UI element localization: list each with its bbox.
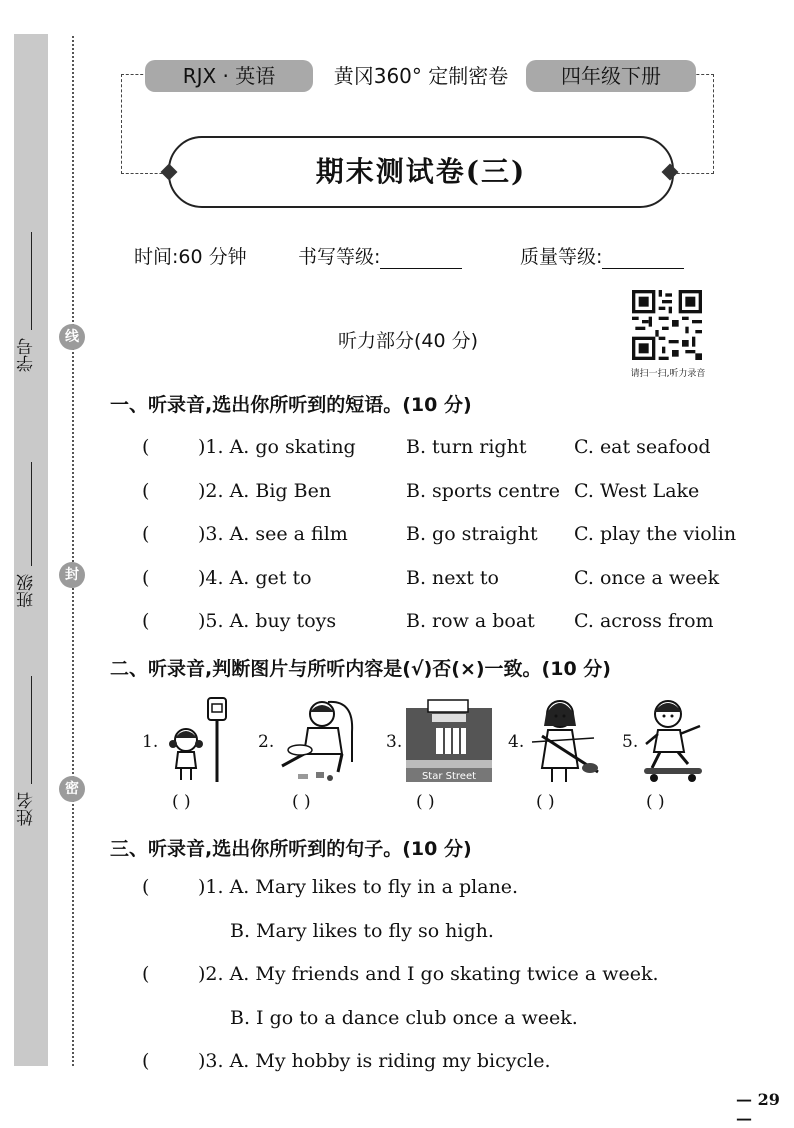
street-sign: Star Street — [421, 771, 477, 782]
page-number: — 29 — — [736, 1090, 780, 1128]
name-blank[interactable] — [31, 676, 32, 784]
sentence-option-a: )1. A. Mary likes to fly in a plane. — [198, 876, 519, 898]
picture-answer-blank[interactable]: ( ) — [416, 792, 435, 812]
answer-blank[interactable]: ( — [142, 876, 150, 898]
picture-answer-blank[interactable]: ( ) — [646, 792, 665, 812]
sentence-option-b: B. I go to a dance club once a week. — [230, 1007, 578, 1029]
student-id-label: 学号 — [17, 338, 37, 372]
name-label: 姓名 — [17, 792, 37, 826]
question-option-c: C. play the violin — [574, 523, 737, 545]
qr-caption: 请扫一扫,听力录音 — [630, 369, 706, 379]
question-option-b: B. next to — [406, 567, 499, 589]
section3-title: 三、听录音,选出你所听到的句子。(10 分) — [110, 838, 472, 860]
answer-blank[interactable]: ( — [142, 480, 150, 502]
question-option-b: B. row a boat — [406, 610, 535, 632]
girl-playing-violin-icon — [528, 692, 606, 788]
section1-title: 一、听录音,选出你所听到的短语。(10 分) — [110, 394, 472, 416]
question-option-c: C. West Lake — [574, 480, 700, 502]
answer-blank[interactable]: ( — [142, 610, 150, 632]
answer-blank[interactable]: ( — [142, 1050, 150, 1072]
class-blank[interactable] — [31, 462, 32, 566]
answer-blank[interactable]: ( — [142, 523, 150, 545]
answer-blank[interactable]: ( — [142, 436, 150, 458]
series-name: 黄冈360° 定制密卷 — [316, 60, 526, 92]
question-option-a: )1. A. go skating — [198, 436, 356, 458]
question-option-a: )3. A. see a film — [198, 523, 348, 545]
girl-at-bus-stop-icon — [162, 692, 238, 788]
building-on-street-icon — [406, 692, 492, 788]
picture-answer-blank[interactable]: ( ) — [292, 792, 311, 812]
quality-grade-label: 质量等级: — [520, 246, 603, 268]
picture-number: 1. — [142, 732, 159, 752]
question-option-a: )4. A. get to — [198, 567, 312, 589]
qr-code-icon[interactable] — [632, 290, 702, 360]
answer-blank[interactable]: ( — [142, 963, 150, 985]
quality-grade — [520, 242, 684, 269]
question-option-b: B. turn right — [406, 436, 527, 458]
listening-part-heading: 听力部分(40 分) — [338, 330, 479, 352]
sentence-option-a: )2. A. My friends and I go skating twice a week. — [198, 963, 659, 985]
question-option-a: )2. A. Big Ben — [198, 480, 332, 502]
picture-number: 4. — [508, 732, 525, 752]
picture-number: 3. — [386, 732, 403, 752]
writing-grade-label: 书写等级: — [298, 246, 381, 268]
question-option-c: C. once a week — [574, 567, 720, 589]
page-title: 期末测试卷(三) — [315, 155, 527, 188]
question-option-a: )5. A. buy toys — [198, 610, 337, 632]
cut-line — [72, 36, 74, 1066]
writing-grade — [298, 242, 462, 269]
quality-grade-blank[interactable] — [602, 250, 684, 269]
class-label: 班级 — [17, 574, 37, 608]
writing-grade-blank[interactable] — [380, 250, 462, 269]
time-limit: 时间:60 分钟 — [134, 246, 247, 268]
picture-answer-blank[interactable]: ( ) — [172, 792, 191, 812]
subject-pill: RJX · 英语 — [145, 60, 313, 92]
question-option-b: B. sports centre — [406, 480, 560, 502]
picture-number: 5. — [622, 732, 639, 752]
sentence-option-a: )3. A. My hobby is riding my bicycle. — [198, 1050, 551, 1072]
seal-line-badge: 线 — [59, 324, 85, 350]
question-option-c: C. eat seafood — [574, 436, 711, 458]
picture-answer-blank[interactable]: ( ) — [536, 792, 555, 812]
answer-blank[interactable]: ( — [142, 567, 150, 589]
section2-title: 二、听录音,判断图片与所听内容是(√)否(×)一致。(10 分) — [110, 658, 611, 680]
question-option-c: C. across from — [574, 610, 714, 632]
seal-secret-badge: 密 — [59, 776, 85, 802]
student-id-blank[interactable] — [31, 232, 32, 330]
boy-fixing-toys-icon — [278, 692, 362, 788]
grade-pill: 四年级下册 — [526, 60, 696, 92]
picture-number: 2. — [258, 732, 275, 752]
boy-skateboarding-icon — [640, 692, 706, 788]
question-option-b: B. go straight — [406, 523, 538, 545]
seal-seal-badge: 封 — [59, 562, 85, 588]
sentence-option-b: B. Mary likes to fly so high. — [230, 920, 494, 942]
